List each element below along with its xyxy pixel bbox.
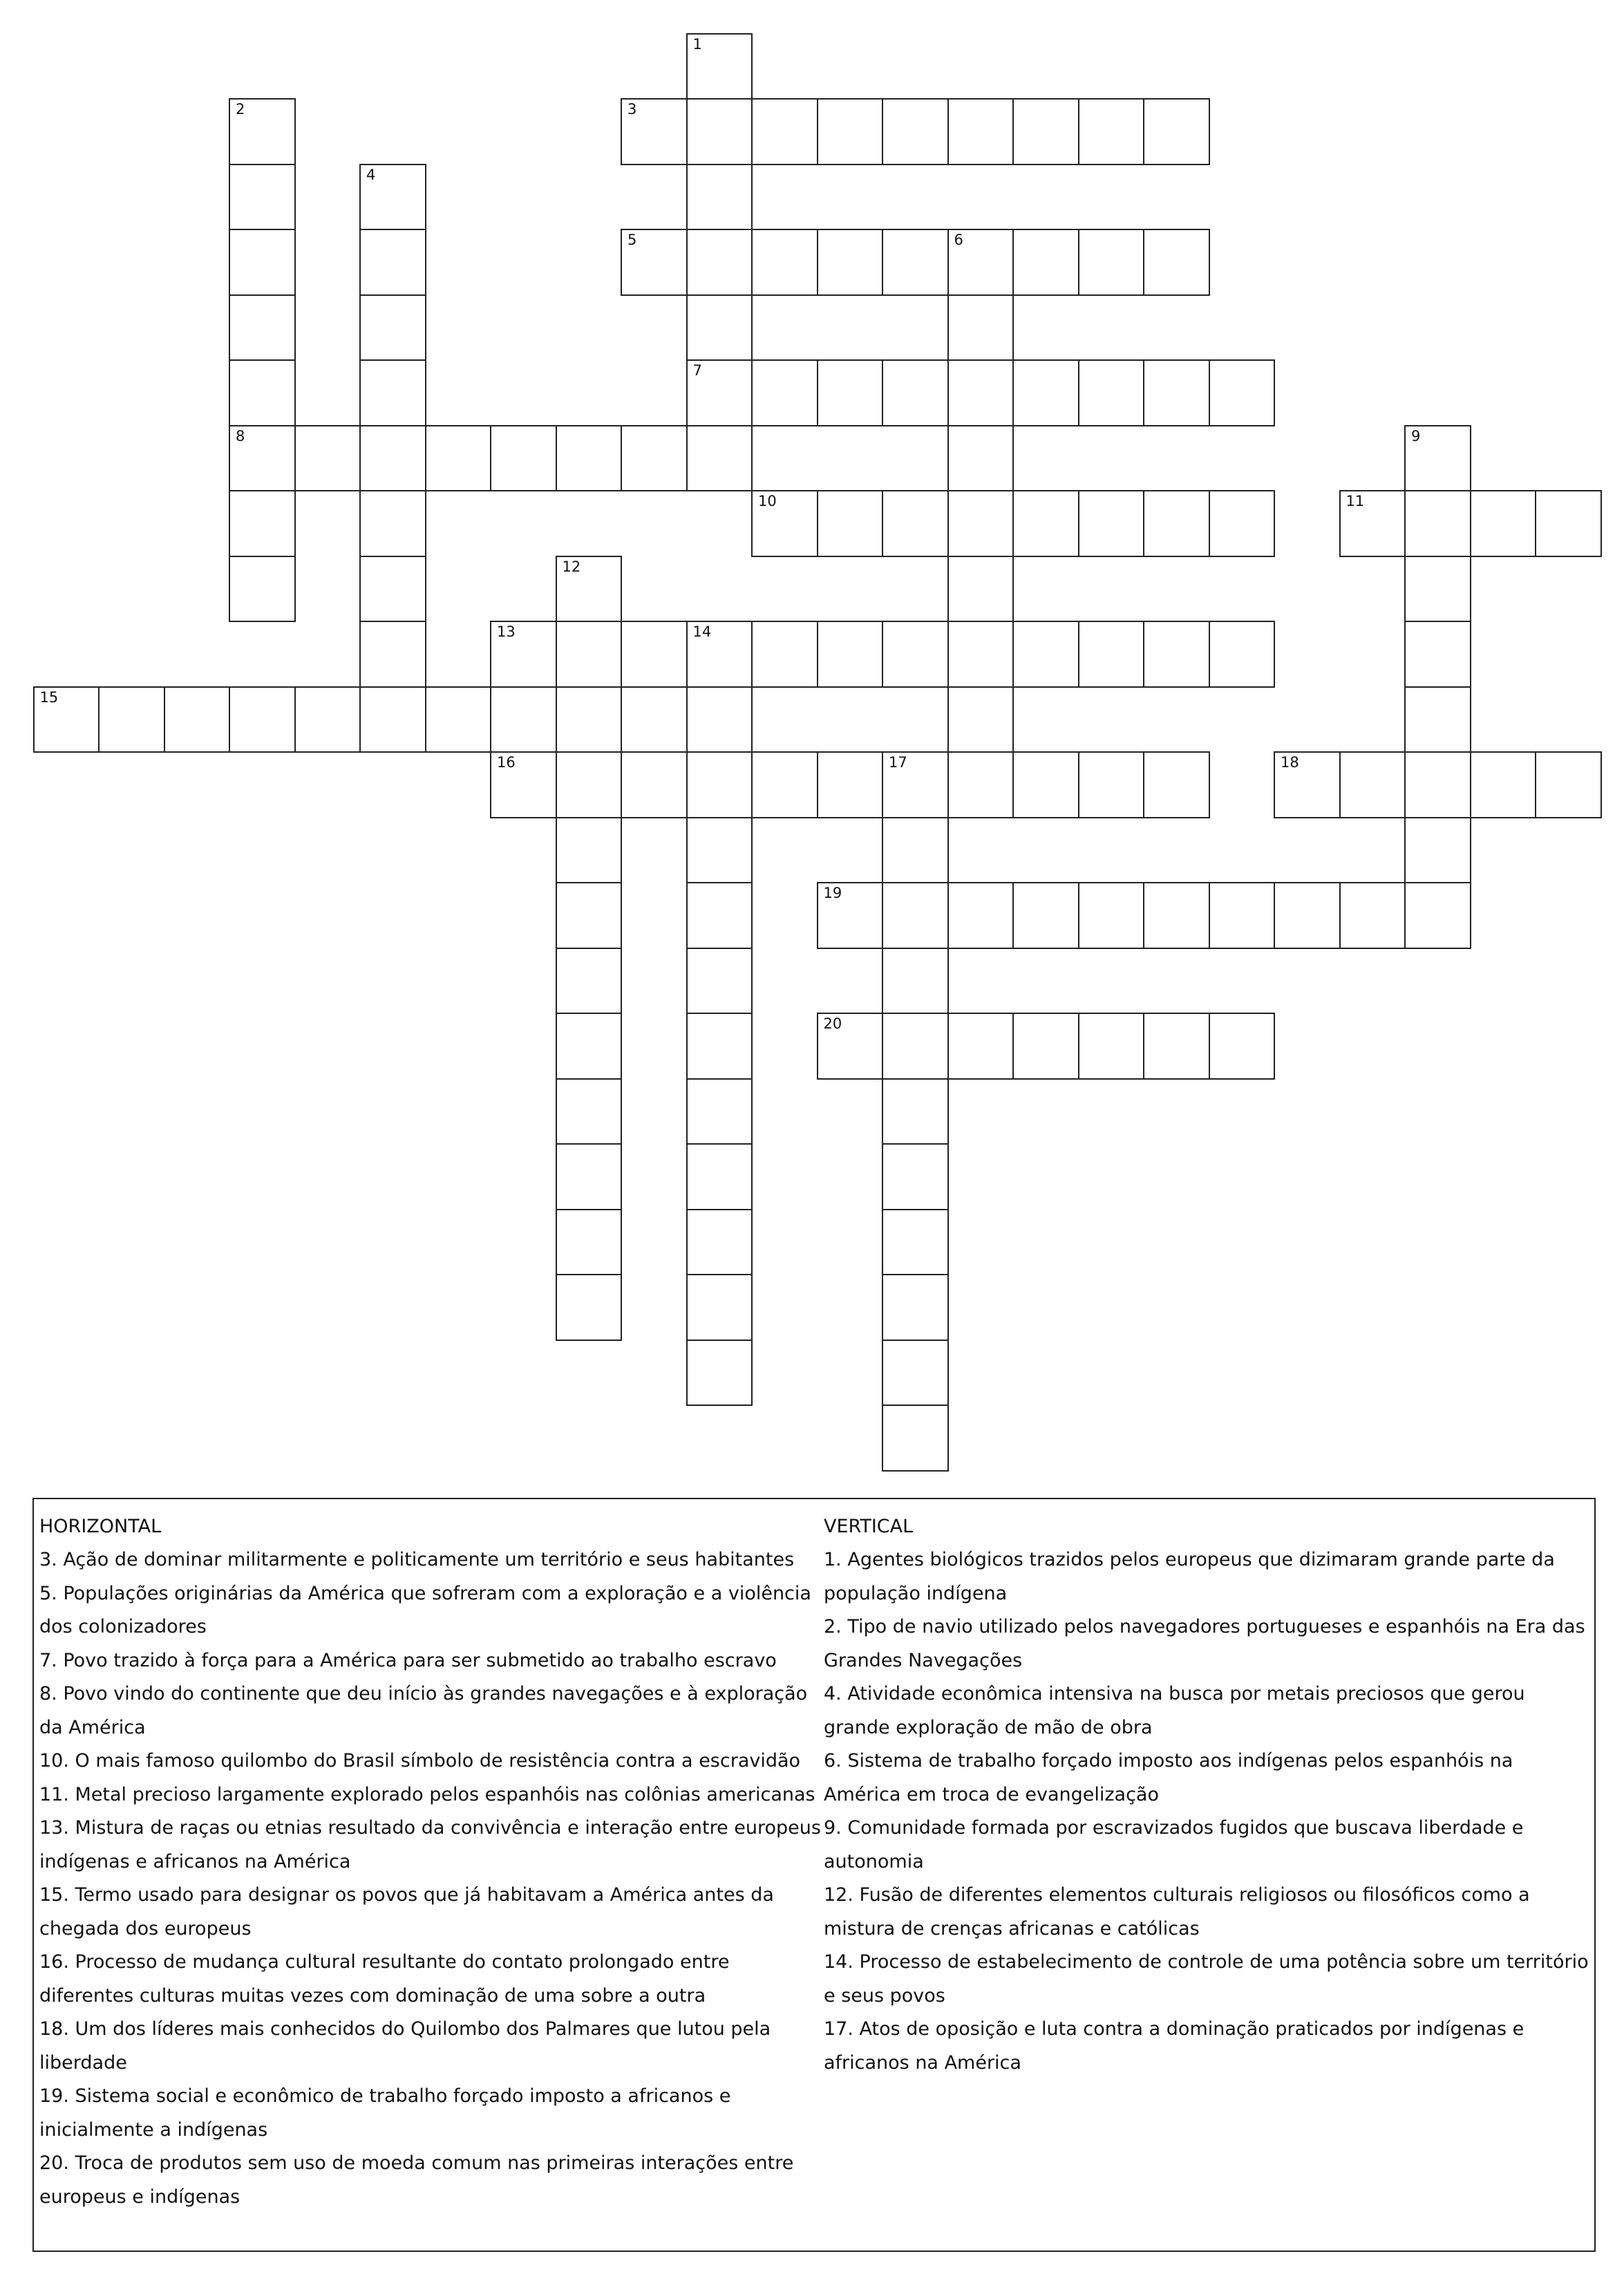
- grid-cell[interactable]: [1404, 817, 1471, 884]
- grid-cell[interactable]: [359, 229, 426, 296]
- grid-cell[interactable]: [1209, 359, 1276, 426]
- vertical-heading: VERTICAL: [824, 1516, 914, 1537]
- grid-cell[interactable]: [882, 751, 949, 818]
- grid-cell[interactable]: [947, 359, 1014, 426]
- clue-number: 14: [692, 623, 712, 640]
- grid-cell[interactable]: [1078, 359, 1145, 426]
- grid-cell[interactable]: [1078, 229, 1145, 296]
- grid-cell[interactable]: [621, 621, 688, 688]
- grid-cell[interactable]: [882, 229, 949, 296]
- grid-cell[interactable]: [490, 425, 557, 492]
- grid-cell[interactable]: [1339, 751, 1406, 818]
- grid-cell[interactable]: [947, 751, 1014, 818]
- grid-cell[interactable]: [1209, 1013, 1276, 1080]
- grid-cell[interactable]: [359, 164, 426, 231]
- grid-cell[interactable]: [686, 1013, 753, 1080]
- grid-cell[interactable]: [1012, 359, 1079, 426]
- grid-cell[interactable]: [556, 425, 623, 492]
- grid-cell[interactable]: [686, 751, 753, 818]
- horizontal-clue-list: [39, 1543, 827, 2214]
- grid-cell[interactable]: [1143, 229, 1210, 296]
- grid-cell[interactable]: [947, 98, 1014, 165]
- clue-number: 19: [823, 885, 842, 901]
- grid-cell[interactable]: [229, 556, 296, 623]
- grid-cell[interactable]: [294, 686, 361, 753]
- grid-cell[interactable]: [1078, 490, 1145, 557]
- clue-across-13: 13. Mistura de raças ou etnias resultado da convivência e interação entre europeus indígenas e africanos na América: [39, 1817, 821, 1872]
- clue-number: 13: [497, 623, 516, 640]
- grid-cell[interactable]: [686, 1340, 753, 1407]
- grid-cell[interactable]: [817, 229, 884, 296]
- clue-across-16: 16. Processo de mudança cultural resultante do contato prolongado entre diferentes culturas muitas vezes com dominação de uma sobre a outra: [39, 1951, 730, 2007]
- grid-cell[interactable]: [686, 229, 753, 296]
- grid-cell[interactable]: [882, 1013, 949, 1080]
- grid-cell[interactable]: [751, 621, 818, 688]
- clue-number: 3: [627, 101, 637, 118]
- clue-across-20: 20. Troca de produtos sem uso de moeda comum nas primeiras interações entre europeus e indígenas: [39, 2152, 794, 2208]
- grid-cell[interactable]: [1078, 882, 1145, 949]
- grid-cell[interactable]: [882, 1209, 949, 1276]
- grid-cell[interactable]: [556, 751, 623, 818]
- grid-cell[interactable]: [229, 490, 296, 557]
- clue-number: 20: [823, 1015, 842, 1032]
- grid-cell[interactable]: [1143, 490, 1210, 557]
- grid-cell[interactable]: [686, 164, 753, 231]
- grid-cell[interactable]: [1012, 1013, 1079, 1080]
- grid-cell[interactable]: [556, 948, 623, 1015]
- clues-box: [32, 1498, 1596, 2252]
- grid-cell[interactable]: [817, 1013, 884, 1080]
- grid-cell[interactable]: [947, 621, 1014, 688]
- grid-cell[interactable]: [947, 686, 1014, 753]
- clue-number: 17: [889, 754, 907, 771]
- grid-cell[interactable]: [686, 33, 753, 100]
- grid-cell[interactable]: [1209, 490, 1276, 557]
- grid-cell[interactable]: [1470, 490, 1537, 557]
- grid-cell[interactable]: [686, 882, 753, 949]
- grid-cell[interactable]: [490, 621, 557, 688]
- clue-number: 2: [236, 101, 245, 118]
- grid-cell[interactable]: [1339, 490, 1406, 557]
- grid-cell[interactable]: [817, 751, 884, 818]
- grid-cell[interactable]: [1404, 490, 1471, 557]
- grid-cell[interactable]: [621, 425, 688, 492]
- grid-cell[interactable]: [686, 686, 753, 753]
- grid-cell[interactable]: [1404, 425, 1471, 492]
- grid-cell[interactable]: [621, 686, 688, 753]
- clue-number: 12: [562, 558, 581, 575]
- clue-across-11: 11. Metal precioso largamente explorado pelos espanhóis nas colônias americanas: [39, 1783, 815, 1805]
- grid-cell[interactable]: [556, 621, 623, 688]
- grid-cell[interactable]: [556, 1013, 623, 1080]
- clue-across-10: 10. O mais famoso quilombo do Brasil símbolo de resistência contra a escravidão: [39, 1750, 801, 1772]
- grid-cell[interactable]: [882, 98, 949, 165]
- clue-down-9: 9. Comunidade formada por escravizados fugidos que buscava liberdade e autonomia: [824, 1817, 1524, 1872]
- grid-cell[interactable]: [947, 425, 1014, 492]
- grid-cell[interactable]: [229, 686, 296, 753]
- clue-across-5: 5. Populações originárias da América que sofreram com a exploração e a violência dos colonizadores: [39, 1582, 811, 1637]
- grid-cell[interactable]: [751, 229, 818, 296]
- grid-cell[interactable]: [1274, 751, 1341, 818]
- grid-cell[interactable]: [1012, 882, 1079, 949]
- grid-cell[interactable]: [1404, 621, 1471, 688]
- clue-down-4: 4. Atividade econômica intensiva na busca por metais preciosos que gerou grande exploração de mão de obra: [824, 1683, 1525, 1738]
- clue-number: 6: [954, 232, 963, 248]
- grid-cell[interactable]: [1535, 751, 1602, 818]
- grid-cell[interactable]: [947, 1013, 1014, 1080]
- clue-down-2: 2. Tipo de navio utilizado pelos navegadores portugueses e espanhóis na Era das Grandes Navegações: [824, 1616, 1585, 1671]
- grid-cell[interactable]: [686, 1209, 753, 1276]
- clue-number: 7: [692, 362, 702, 379]
- grid-cell[interactable]: [817, 359, 884, 426]
- grid-cell[interactable]: [1143, 359, 1210, 426]
- grid-cell[interactable]: [556, 686, 623, 753]
- grid-cell[interactable]: [751, 751, 818, 818]
- grid-cell[interactable]: [686, 1143, 753, 1210]
- grid-cell[interactable]: [1143, 621, 1210, 688]
- clue-number: 16: [497, 754, 516, 771]
- grid-cell[interactable]: [425, 686, 492, 753]
- grid-cell[interactable]: [947, 490, 1014, 557]
- grid-cell[interactable]: [1078, 98, 1145, 165]
- clue-across-18: 18. Um dos líderes mais conhecidos do Quilombo dos Palmares que lutou pela liberdade: [39, 2018, 771, 2074]
- grid-cell[interactable]: [1209, 882, 1276, 949]
- grid-cell[interactable]: [425, 425, 492, 492]
- grid-cell[interactable]: [359, 556, 426, 623]
- grid-cell[interactable]: [1209, 621, 1276, 688]
- grid-cell[interactable]: [686, 817, 753, 884]
- grid-cell[interactable]: [817, 621, 884, 688]
- clue-number: 1: [692, 35, 702, 53]
- grid-cell[interactable]: [229, 294, 296, 361]
- grid-cell[interactable]: [882, 1274, 949, 1341]
- grid-cell[interactable]: [359, 425, 426, 492]
- grid-cell[interactable]: [686, 621, 753, 688]
- grid-cell[interactable]: [556, 1209, 623, 1276]
- grid-cell[interactable]: [556, 1274, 623, 1341]
- grid-cell[interactable]: [882, 1078, 949, 1145]
- clue-down-12: 12. Fusão de diferentes elementos culturais religiosos ou filosóficos como a mistura de crenças africanas e católicas: [824, 1884, 1530, 1939]
- grid-cell[interactable]: [621, 229, 688, 296]
- grid-cell[interactable]: [882, 359, 949, 426]
- grid-cell[interactable]: [164, 686, 231, 753]
- grid-cell[interactable]: [229, 98, 296, 165]
- grid-cell[interactable]: [817, 98, 884, 165]
- grid-cell[interactable]: [882, 621, 949, 688]
- grid-cell[interactable]: [882, 948, 949, 1015]
- grid-cell[interactable]: [686, 359, 753, 426]
- clue-number: 8: [236, 427, 245, 444]
- grid-cell[interactable]: [1143, 98, 1210, 165]
- grid-cell[interactable]: [817, 490, 884, 557]
- grid-cell[interactable]: [294, 425, 361, 492]
- grid-cell[interactable]: [359, 686, 426, 753]
- grid-cell[interactable]: [1078, 621, 1145, 688]
- grid-cell[interactable]: [229, 229, 296, 296]
- clue-number: 9: [1411, 427, 1421, 444]
- grid-cell[interactable]: [882, 1143, 949, 1210]
- grid-cell[interactable]: [751, 490, 818, 557]
- grid-cell[interactable]: [1404, 556, 1471, 623]
- grid-cell[interactable]: [686, 425, 753, 492]
- clue-down-1: 1. Agentes biológicos trazidos pelos europeus que dizimaram grande parte da população indígena: [824, 1549, 1555, 1604]
- grid-cell[interactable]: [882, 1404, 949, 1472]
- grid-cell[interactable]: [1470, 751, 1537, 818]
- clue-across-19: 19. Sistema social e econômico de trabalho forçado imposto a africanos e inicialmente a indígenas: [39, 2085, 731, 2141]
- grid-cell[interactable]: [229, 164, 296, 231]
- grid-cell[interactable]: [1143, 1013, 1210, 1080]
- vertical-clue-list: [824, 1543, 1591, 2080]
- grid-cell[interactable]: [686, 294, 753, 361]
- grid-cell[interactable]: [621, 751, 688, 818]
- grid-cell[interactable]: [1404, 686, 1471, 753]
- horizontal-heading: HORIZONTAL: [39, 1516, 162, 1537]
- grid-cell[interactable]: [1274, 882, 1341, 949]
- clue-number: 4: [366, 166, 376, 183]
- clue-number: 10: [758, 493, 777, 509]
- grid-cell[interactable]: [1535, 490, 1602, 557]
- grid-cell[interactable]: [33, 686, 100, 753]
- grid-cell[interactable]: [817, 882, 884, 949]
- clue-across-3: 3. Ação de dominar militarmente e politicamente um território e seus habitantes: [39, 1549, 795, 1570]
- grid-cell[interactable]: [556, 882, 623, 949]
- grid-cell[interactable]: [1078, 1013, 1145, 1080]
- grid-cell[interactable]: [359, 490, 426, 557]
- grid-cell[interactable]: [229, 359, 296, 426]
- grid-cell[interactable]: [556, 556, 623, 623]
- clue-across-15: 15. Termo usado para designar os povos que já habitavam a América antes da chegada dos europeus: [39, 1884, 774, 1939]
- grid-cell[interactable]: [359, 621, 426, 688]
- grid-cell[interactable]: [947, 229, 1014, 296]
- grid-cell[interactable]: [1012, 751, 1079, 818]
- grid-cell[interactable]: [490, 686, 557, 753]
- grid-cell[interactable]: [229, 425, 296, 492]
- clue-down-6: 6. Sistema de trabalho forçado imposto aos indígenas pelos espanhóis na América em troca de evangelização: [824, 1750, 1513, 1805]
- grid-cell[interactable]: [1078, 751, 1145, 818]
- clue-number: 5: [627, 232, 637, 248]
- grid-cell[interactable]: [751, 359, 818, 426]
- grid-cell[interactable]: [882, 817, 949, 884]
- grid-cell[interactable]: [359, 359, 426, 426]
- grid-cell[interactable]: [556, 1078, 623, 1145]
- grid-cell[interactable]: [1404, 882, 1471, 949]
- grid-cell[interactable]: [686, 1078, 753, 1145]
- grid-cell[interactable]: [882, 490, 949, 557]
- grid-cell[interactable]: [1012, 98, 1079, 165]
- grid-cell[interactable]: [1143, 882, 1210, 949]
- clue-down-17: 17. Atos de oposição e luta contra a dominação praticados por indígenas e africanos na América: [824, 2018, 1524, 2074]
- clue-number: 15: [39, 688, 59, 706]
- grid-cell[interactable]: [1012, 229, 1079, 296]
- clue-across-8: 8. Povo vindo do continente que deu início às grandes navegações e à exploração da América: [39, 1683, 808, 1738]
- grid-cell[interactable]: [947, 882, 1014, 949]
- grid-cell[interactable]: [1143, 751, 1210, 818]
- grid-cell[interactable]: [947, 294, 1014, 361]
- grid-cell[interactable]: [882, 882, 949, 949]
- grid-cell[interactable]: [621, 98, 688, 165]
- grid-cell[interactable]: [1012, 490, 1079, 557]
- grid-cell[interactable]: [1404, 751, 1471, 818]
- grid-cell[interactable]: [686, 98, 753, 165]
- grid-cell[interactable]: [359, 294, 426, 361]
- vertical-clues-column: [824, 1510, 1591, 2080]
- grid-cell[interactable]: [947, 556, 1014, 623]
- clue-number: 18: [1281, 754, 1299, 771]
- grid-cell[interactable]: [882, 1340, 949, 1407]
- clue-number: 11: [1346, 493, 1365, 509]
- clue-down-14: 14. Processo de estabelecimento de controle de uma potência sobre um território e seus povos: [824, 1951, 1589, 2007]
- grid-cell[interactable]: [98, 686, 165, 753]
- grid-cell[interactable]: [556, 817, 623, 884]
- grid-cell[interactable]: [751, 98, 818, 165]
- grid-cell[interactable]: [556, 1143, 623, 1210]
- grid-cell[interactable]: [686, 1274, 753, 1341]
- clue-across-7: 7. Povo trazido à força para a América para ser submetido ao trabalho escravo: [39, 1649, 777, 1671]
- horizontal-clues-column: [39, 1510, 827, 2214]
- grid-cell[interactable]: [1012, 621, 1079, 688]
- grid-cell[interactable]: [1339, 882, 1406, 949]
- grid-cell[interactable]: [686, 948, 753, 1015]
- grid-cell[interactable]: [490, 751, 557, 818]
